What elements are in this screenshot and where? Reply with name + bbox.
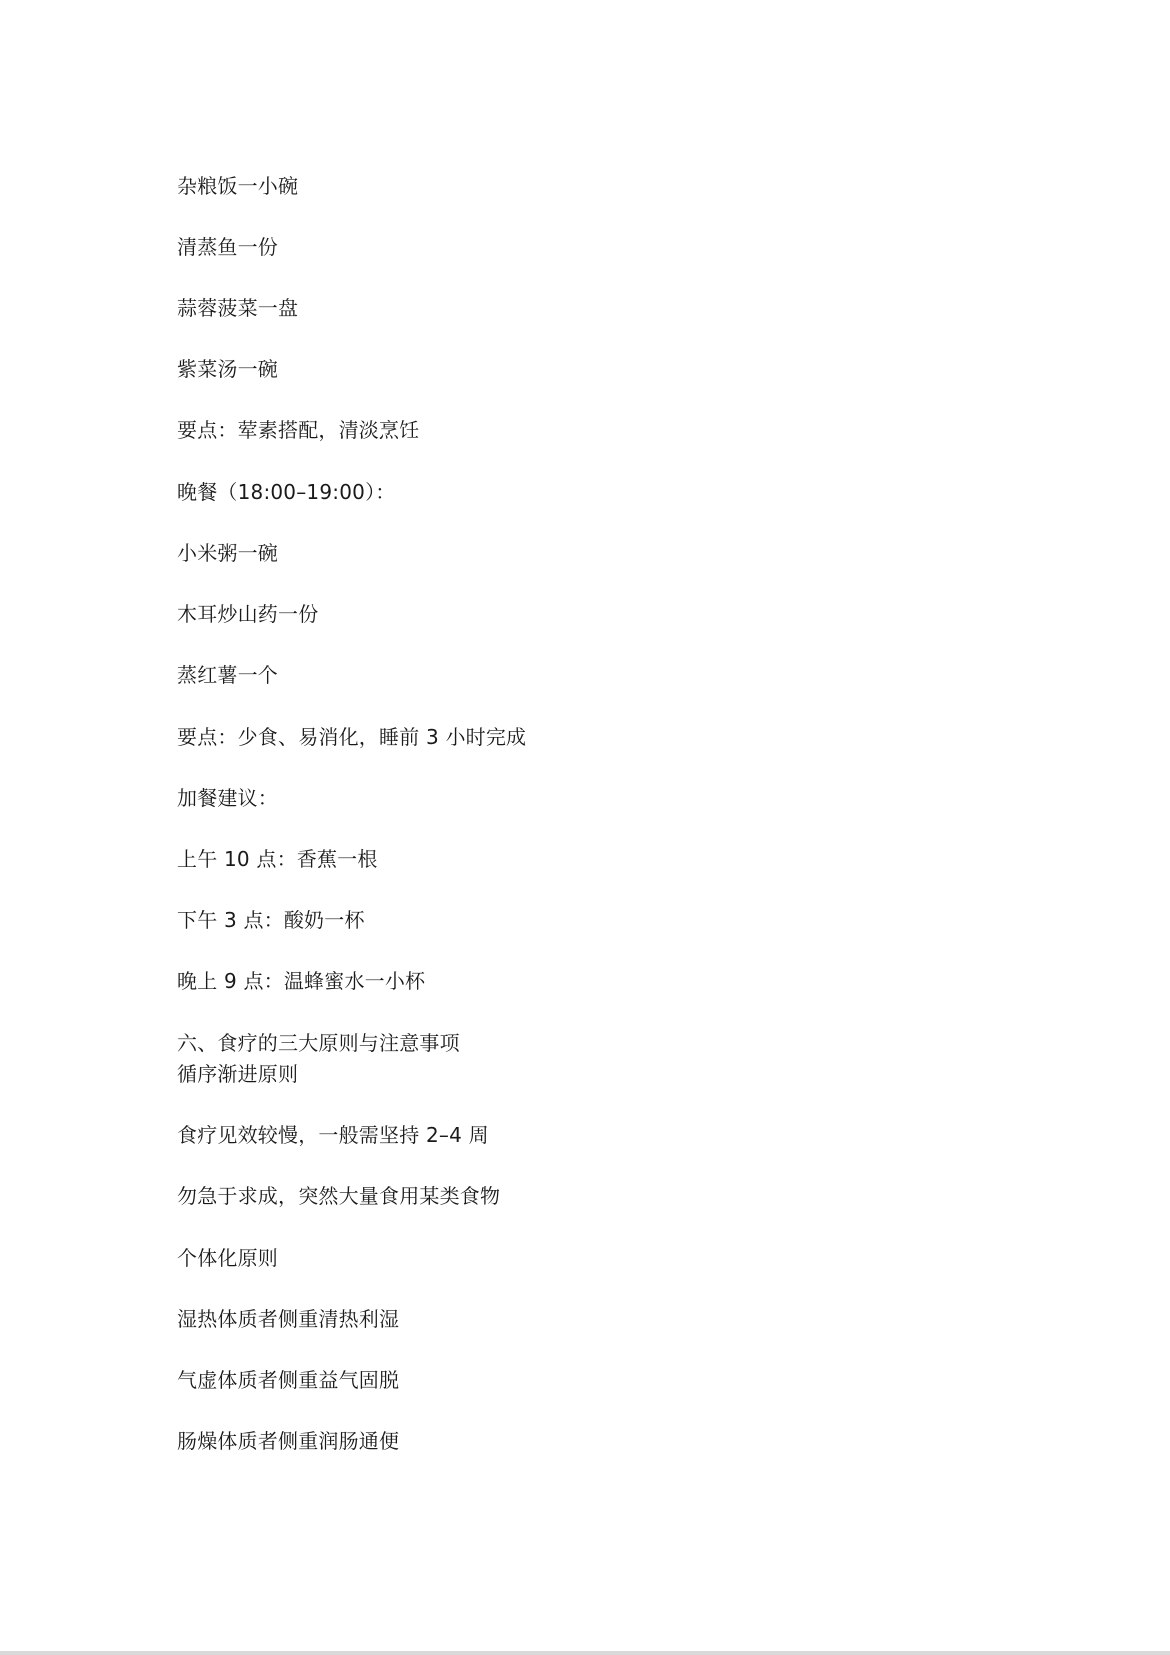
text-line-no-rush: 勿急于求成，突然大量食用某类食物: [177, 1184, 501, 1208]
text-line-snack-heading: 加餐建议：: [177, 786, 278, 810]
subheading-gradual-principle: 循序渐进原则: [177, 1062, 299, 1086]
text-line-dry-intestine: 肠燥体质者侧重润肠通便: [177, 1429, 400, 1453]
text-line-dinner-key-point: 要点：少食、易消化，睡前 3 小时完成: [177, 725, 527, 749]
text-line-grain-rice: 杂粮饭一小碗: [177, 174, 299, 198]
text-line-sweet-potato: 蒸红薯一个: [177, 663, 278, 687]
text-line-steamed-fish: 清蒸鱼一份: [177, 235, 278, 259]
text-line-damp-heat: 湿热体质者侧重清热利湿: [177, 1307, 400, 1331]
section-heading-principles: 六、食疗的三大原则与注意事项: [177, 1031, 460, 1055]
text-line-garlic-spinach: 蒜蓉菠菜一盘: [177, 296, 299, 320]
text-line-effect-slow: 食疗见效较慢，一般需坚持 2–4 周: [177, 1123, 489, 1147]
text-line-lunch-key-point: 要点：荤素搭配，清淡烹饪: [177, 418, 420, 442]
subheading-individual-principle: 个体化原则: [177, 1246, 278, 1270]
text-line-dinner-heading: 晚餐（18:00–19:00）：: [177, 480, 396, 504]
page-bottom-edge: [0, 1651, 1170, 1655]
text-line-millet-porridge: 小米粥一碗: [177, 541, 278, 565]
text-line-fungus-yam: 木耳炒山药一份: [177, 602, 319, 626]
text-line-snack-morning: 上午 10 点：香蕉一根: [177, 847, 378, 871]
text-line-qi-deficiency: 气虚体质者侧重益气固脱: [177, 1368, 400, 1392]
text-line-seaweed-soup: 紫菜汤一碗: [177, 357, 278, 381]
text-line-snack-afternoon: 下午 3 点：酸奶一杯: [177, 908, 365, 932]
text-line-snack-evening: 晚上 9 点：温蜂蜜水一小杯: [177, 969, 426, 993]
